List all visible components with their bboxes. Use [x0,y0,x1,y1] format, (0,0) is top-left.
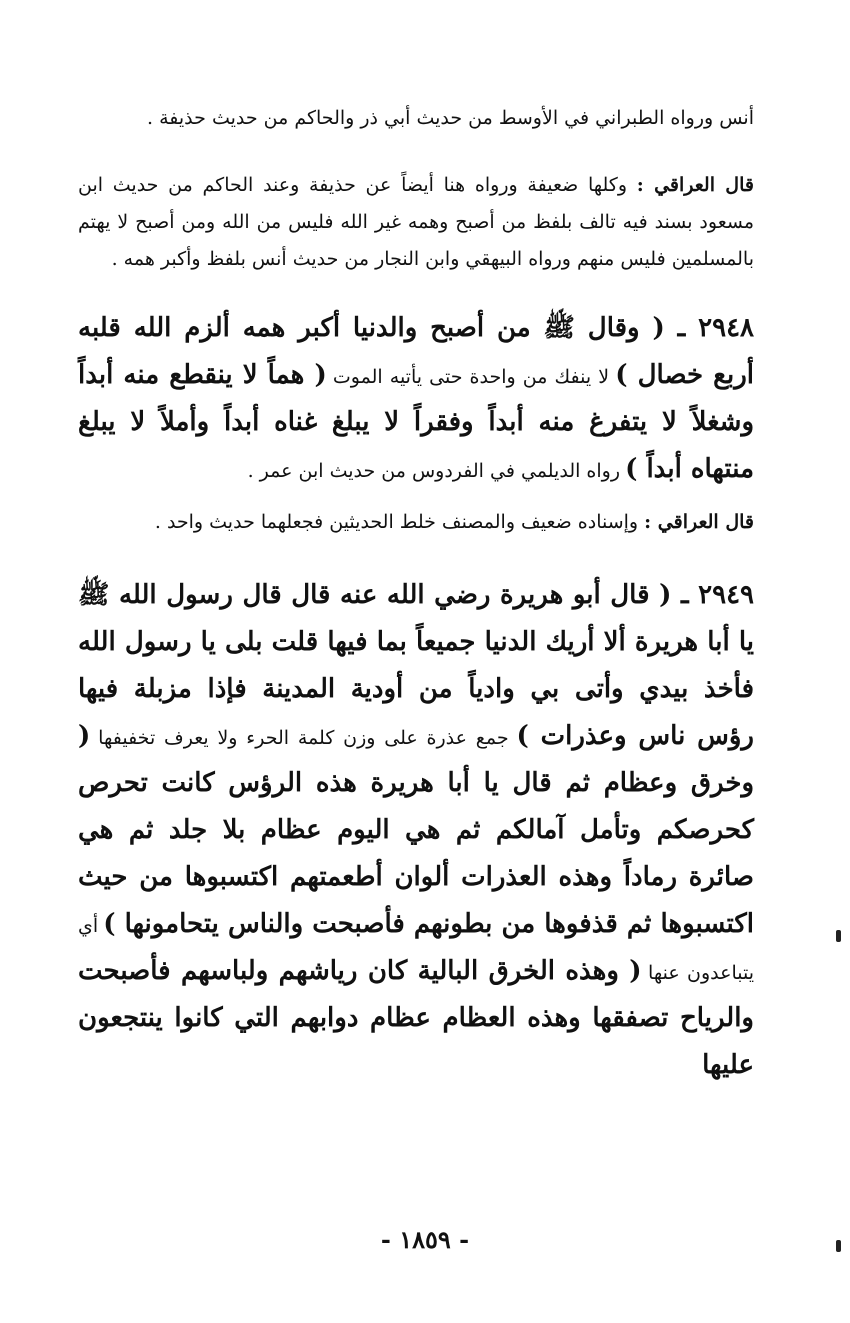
hadith-2949-part2: جمع عذرة على وزن كلمة الحرء ولا يعرف تخفيفها [98,727,509,749]
margin-mark [836,1240,841,1252]
margin-mark [836,930,841,942]
page-body [78,100,754,1090]
page-number: - ١٨٥٩ - [380,1225,470,1254]
hadith-2948-part2: لا ينفك من واحدة حتى يأتيه الموت [332,366,610,388]
hadith-2949-part5: ( وهذه الخرق البالية كان رياشهم ولباسهم فأصبحت والرياح تصفقها وهذه العظام عظام دوابهم التي كانوا ينتجعون عليها [78,956,754,1080]
hadith-2948 [78,306,754,494]
iraqi-text: وإسناده ضعيف والمصنف خلط الحديثين فجعلهما حديث واحد . [154,511,639,533]
hadith-2949-part1: ٢٩٤٩ ـ ( قال أبو هريرة رضي الله عنه قال قال رسول الله ﷺ يا أبا هريرة ألا أريك الدنيا جميعاً بما فيها قلت بلى يا رسول الله فأخذ بيدي وأتى بي وادياً من أودية المدينة فإذا مزبلة فيها رؤس ناس وعذرات ) [78,580,754,751]
hadith-2949 [78,573,754,1090]
iraqi-label: قال العراقي : [636,174,754,196]
hadith-2948-part3: ( هماً لا ينقطع منه أبداً وشغلاً لا يتفرغ منه أبداً وفقراً لا يبلغ غناه أبداً وأملاً لا يبلغ منتهاه أبداً ) [78,360,754,484]
paragraph-iraqi-note-2 [78,504,754,541]
iraqi-label: قال العراقي : [644,511,754,533]
hadith-2949-part4: أي يتباعدون عنها [78,915,755,984]
paragraph-continuation: أنس ورواه الطبراني في الأوسط من حديث أبي ذر والحاكم من حديث حذيفة . [147,107,754,129]
hadith-2948-part4: رواه الديلمي في الفردوس من حديث ابن عمر . [247,460,621,482]
hadith-2949-part3: ( وخرق وعظام ثم قال يا أبا هريرة هذه الرؤس كانت تحرص كحرصكم وتأمل آمالكم ثم هي اليوم عظام بلا جلد ثم هي صائرة رماداً وهذه العذرات ألوان أطعمتهم اكتسبوها من حيث اكتسبوها ثم قذفوها من بطونهم فأصبحت والناس يتحامونها ) [78,721,754,939]
iraqi-text: وكلها ضعيفة ورواه هنا أيضاً عن حذيفة وعند الحاكم من حديث ابن مسعود بسند فيه تالف بلفظ من أصبح وهمه غير الله فليس من الله ومن أصبح لا يهتم بالمسلمين فليس منهم ورواه البيهقي وابن النجار من حديث أنس بلفظ وأكبر همه . [78,174,754,270]
paragraph-iraqi-note-1 [78,167,754,278]
hadith-2948-part1: ٢٩٤٨ ـ ( وقال ﷺ من أصبح والدنيا أكبر همه ألزم الله قلبه أربع خصال ) [78,313,754,390]
